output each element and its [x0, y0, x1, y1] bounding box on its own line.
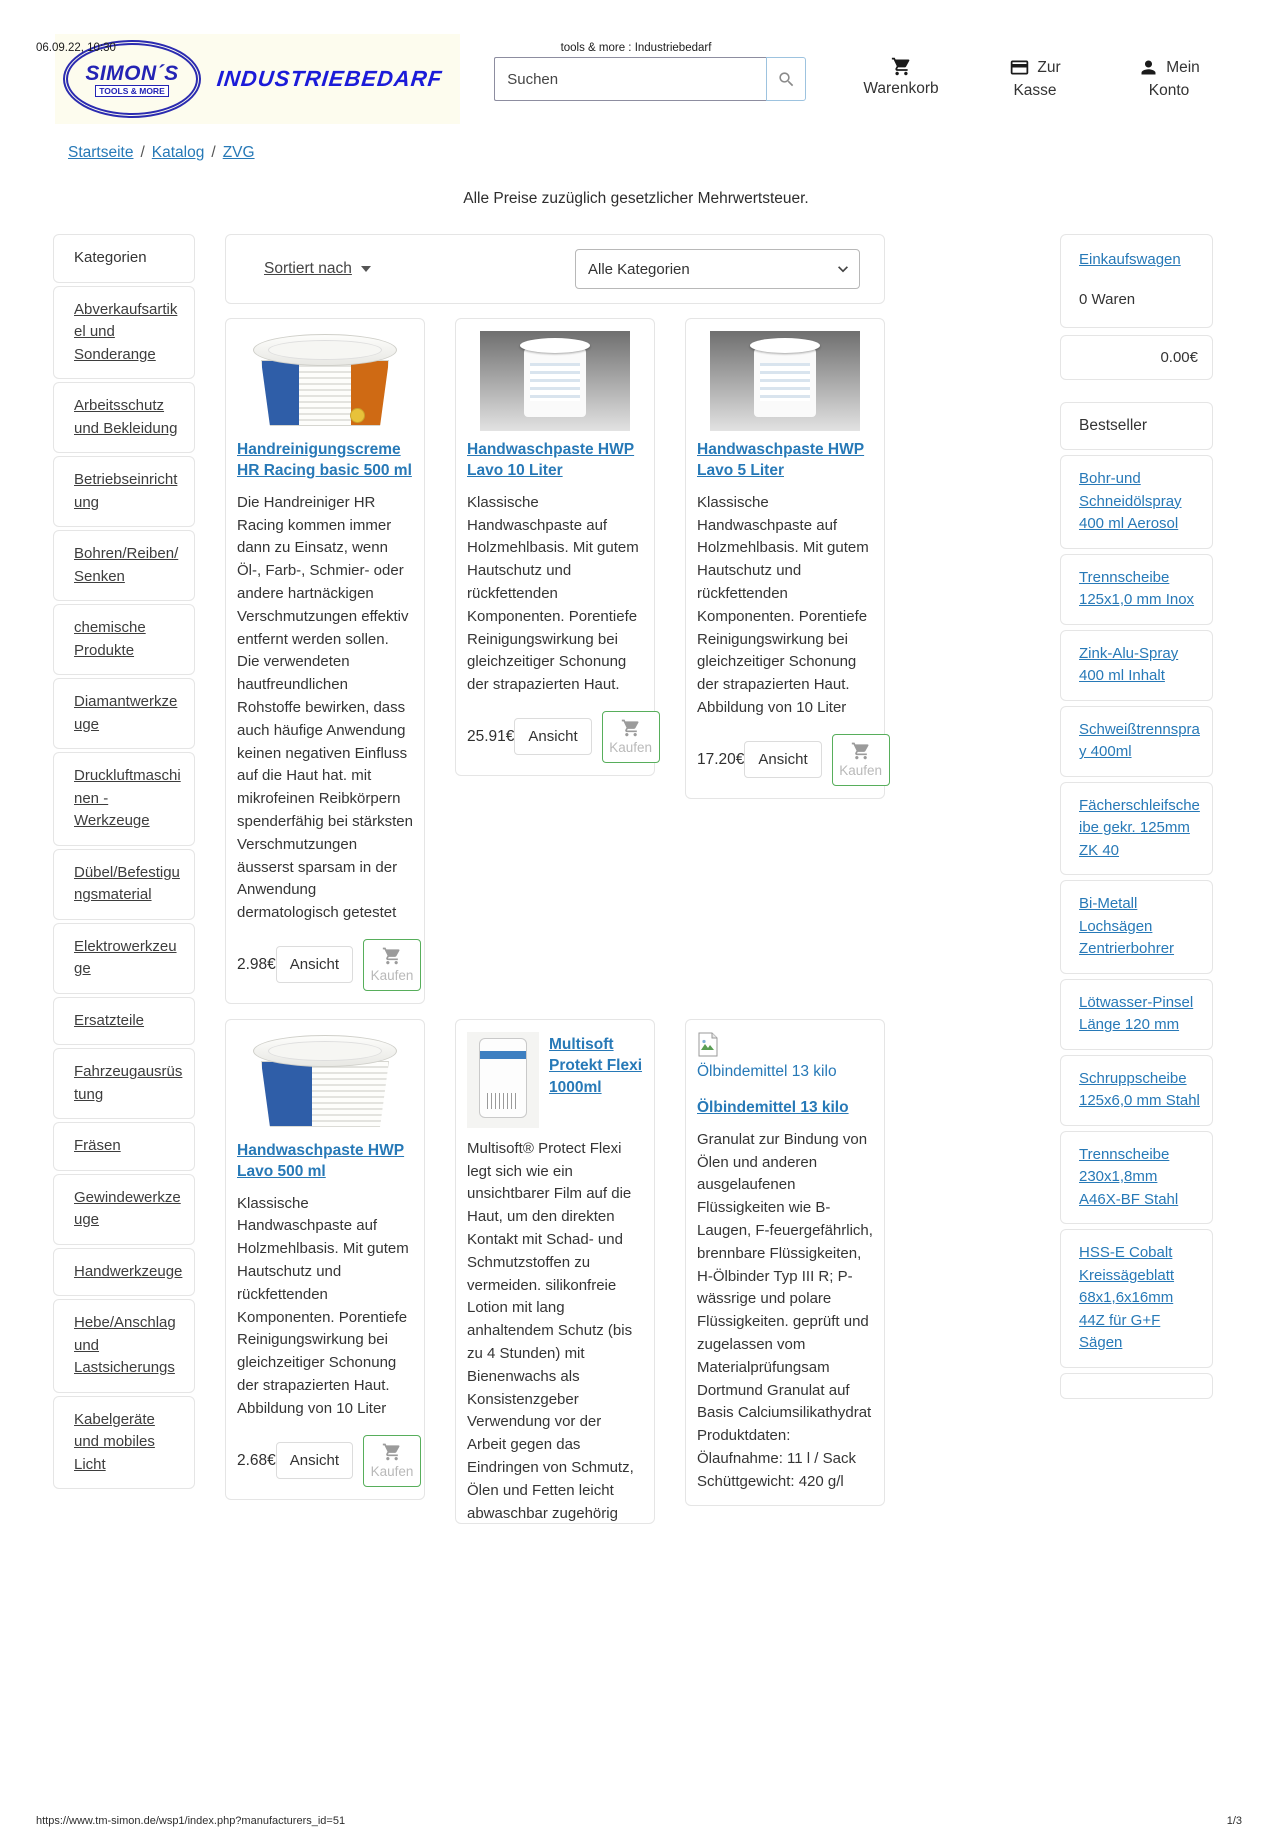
- bestseller-item: [1060, 782, 1213, 876]
- user-icon: [1138, 57, 1159, 78]
- view-button[interactable]: Ansicht: [276, 946, 353, 983]
- bestseller-item: [1060, 880, 1213, 974]
- product-image-alt-text: Ölbindemittel 13 kilo: [697, 1062, 837, 1080]
- product-image[interactable]: [467, 1032, 539, 1128]
- product-card: [685, 1019, 885, 1507]
- product-card: [455, 1019, 655, 1524]
- category-item: [53, 456, 195, 527]
- product-card: [225, 1019, 425, 1500]
- product-title-link[interactable]: Handwaschpaste HWP Lavo 10 Liter: [467, 441, 635, 480]
- bestseller-link[interactable]: Fächerschleifscheibe gekr. 125mm ZK 40: [1079, 796, 1200, 859]
- breadcrumb-zvg[interactable]: ZVG: [222, 144, 255, 161]
- nav-checkout[interactable]: [992, 56, 1078, 103]
- product-description: Klassische Handwaschpaste auf Holzmehlbasis. Mit gutem Hautschutz und rückfettenden Komponenten. Porentiefe Reinigungswirkung bei gleichzeitiger Schonung der strapazierten Haut.: [467, 493, 639, 694]
- tax-notice: Alle Preise zuzüglich gesetzlicher Mehrwertsteuer.: [463, 190, 809, 207]
- category-link[interactable]: Ersatzteile: [74, 1011, 145, 1029]
- bestseller-item: [1060, 1131, 1213, 1225]
- product-footer: [467, 711, 653, 763]
- category-item: [53, 1299, 195, 1393]
- category-filter-wrap: [575, 249, 860, 289]
- category-link[interactable]: Diamantwerkzeuge: [74, 693, 178, 733]
- category-item: [53, 752, 195, 846]
- caret-down-icon: [361, 266, 371, 272]
- cart-icon: [621, 718, 641, 738]
- bestseller-item: [1060, 455, 1213, 549]
- nav-account-label-top: Mein: [1166, 58, 1200, 76]
- bestseller-item: [1060, 706, 1213, 777]
- category-link[interactable]: Betriebseinrichtung: [74, 471, 178, 511]
- category-link[interactable]: Bohren/Reiben/Senken: [74, 545, 179, 585]
- sort-label: Sortiert nach: [264, 260, 352, 277]
- search-input[interactable]: [494, 57, 766, 101]
- logo-brand-text: INDUSTRIEBEDARF: [215, 66, 444, 91]
- category-link[interactable]: Handwerkzeuge: [74, 1262, 183, 1280]
- product-description: Granulat zur Bindung von Ölen und anderen ausgelaufenen Flüssigkeiten wie B-Laugen, F-feuergefährlich, brennbare Flüssigkeiten, H-Ölbinder Typ III R; P-wässrige und polare Flüssigkeiten. geprüft und zugelassen vom Materialprüfungsam Dortmund Granulat auf Basis Calciumsilikathydrat Produktdaten: Ölaufnahme: 11 l / Sack Schüttgewicht: 420 g/l: [697, 1130, 873, 1490]
- product-title-link[interactable]: Multisoft Protekt Flexi 1000ml: [549, 1035, 643, 1096]
- product-image[interactable]: [237, 331, 413, 431]
- bestseller-link[interactable]: Trennscheibe 230x1,8mm A46X-BF Stahl: [1079, 1145, 1179, 1208]
- cart-summary-box: [1060, 234, 1213, 328]
- sort-dropdown-toggle[interactable]: [264, 260, 371, 278]
- bestseller-item: [1060, 630, 1213, 701]
- empty-box: [1060, 1373, 1213, 1399]
- product-image-tub-gray: [480, 331, 630, 431]
- cart-total: 0.00€: [1060, 335, 1213, 380]
- buy-button-label: Kaufen: [609, 739, 653, 755]
- main-column: [225, 234, 885, 1524]
- buy-button-label: Kaufen: [839, 762, 883, 778]
- bestseller-link[interactable]: HSS-E Cobalt Kreissägeblatt 68x1,6x16mm 44Z für G+F Sägen: [1079, 1244, 1175, 1351]
- category-item: [53, 1396, 195, 1490]
- product-title-link[interactable]: Ölbindemittel 13 kilo: [697, 1099, 849, 1117]
- buy-button[interactable]: [363, 939, 421, 991]
- product-price: 2.98€: [237, 955, 276, 973]
- category-list: [53, 286, 195, 1490]
- product-image-broken[interactable]: [697, 1032, 873, 1083]
- category-item: [53, 1048, 195, 1119]
- category-item: [53, 382, 195, 453]
- nav-account[interactable]: [1126, 56, 1212, 103]
- cart-icon: [851, 741, 871, 761]
- category-link[interactable]: Gewindewerkzeuge: [74, 1188, 181, 1228]
- logo-name: SIMON´S: [85, 61, 179, 85]
- bestseller-link[interactable]: Schweißtrennspray 400ml: [1079, 720, 1200, 760]
- product-description: Klassische Handwaschpaste auf Holzmehlbasis. Mit gutem Hautschutz und rückfettenden Komponenten. Porentiefe Reinigungswirkung bei gleichzeitiger Schonung der strapazierten Haut. Abbildung von 10 Liter: [237, 1194, 409, 1417]
- category-link[interactable]: Arbeitsschutz und Bekleidung: [74, 397, 178, 437]
- bestseller-link[interactable]: Bohr-und Schneidölspray 400 ml Aerosol: [1079, 470, 1182, 532]
- product-image-bottle: [479, 1038, 527, 1118]
- broken-image-icon: [697, 1032, 719, 1058]
- breadcrumb-katalog[interactable]: Katalog: [151, 144, 205, 161]
- cart-item-count: 0 Waren: [1079, 290, 1136, 308]
- product-price: 25.91€: [467, 727, 515, 745]
- bestseller-item: [1060, 1229, 1213, 1368]
- category-item: [53, 604, 195, 675]
- product-grid: [225, 318, 885, 1524]
- product-image-tub: [249, 1035, 401, 1129]
- cart-link[interactable]: Einkaufswagen: [1079, 251, 1181, 268]
- category-link[interactable]: Elektrowerkzeuge: [74, 937, 177, 977]
- breadcrumb-startseite[interactable]: Startseite: [68, 144, 134, 161]
- product-price: 2.68€: [237, 1451, 276, 1469]
- print-source-url: https://www.tm-simon.de/wsp1/index.php?manufacturers_id=51: [36, 1815, 346, 1827]
- category-link[interactable]: Kabelgeräte und mobiles Licht: [74, 1410, 155, 1473]
- product-footer: [237, 1435, 413, 1487]
- bestseller-link[interactable]: Zink-Alu-Spray 400 ml Inhalt: [1079, 644, 1179, 684]
- print-timestamp: 06.09.22, 10:30: [36, 42, 116, 54]
- nav-checkout-label-top: Zur: [1037, 58, 1061, 76]
- product-footer: [697, 734, 883, 786]
- category-item: [53, 1122, 195, 1171]
- nav-account-label-bottom: Konto: [1148, 82, 1190, 99]
- category-link[interactable]: chemische Produkte: [74, 619, 146, 659]
- breadcrumb: [68, 144, 1272, 162]
- bestseller-link[interactable]: Lötwasser-Pinsel Länge 120 mm: [1079, 993, 1194, 1033]
- buy-button[interactable]: [363, 1435, 421, 1487]
- view-button[interactable]: Ansicht: [744, 741, 821, 778]
- view-button[interactable]: Ansicht: [514, 718, 591, 755]
- view-button[interactable]: Ansicht: [276, 1442, 353, 1479]
- bestseller-list: [1060, 455, 1213, 1368]
- product-card: [685, 318, 885, 799]
- bestseller-link[interactable]: Trennscheibe 125x1,0 mm Inox: [1079, 568, 1195, 608]
- nav-cart[interactable]: [858, 56, 944, 103]
- bestseller-title: Bestseller: [1060, 402, 1213, 450]
- product-image[interactable]: [237, 1032, 413, 1132]
- product-description: Die Handreiniger HR Racing kommen immer dann zu Einsatz, wenn Öl-, Farb-, Schmier- oder andere hartnäckigen Verschmutzungen effektiv entfernt werden sollen. Die verwendeten hautfreundlichen Rohstoffe bewirken, dass auch häufige Anwendung keinen negativen Einfluss auf die Haut hat. mit mikrofeinen Reibkörpern spenderfähig bei stärksten Verschmutzungen äusserst sparsam in der Anwendung dermatologisch getestet: [237, 493, 413, 922]
- print-page-indicator: 1/3: [1226, 1815, 1242, 1827]
- product-description: Multisoft® Protect Flexi legt sich wie ein unsichtbarer Film auf die Haut, um den direkten Kontakt mit Schad- und Schmutzstoffen zu vermeiden. silikonfreie Lotion mit lang anhaltendem Schutz (bis zu 4 Stunden) mit Bienenwachs als Konsistenzgeber Verwendung vor der Arbeit gegen das Eindringen von Schmutz, Ölen und Fetten leicht abwaschbar zugehörig: [467, 1139, 634, 1522]
- sort-toolbar: [225, 234, 885, 304]
- category-filter-select[interactable]: [575, 249, 860, 289]
- search-box: [494, 57, 806, 101]
- category-item: [53, 997, 195, 1046]
- category-item: [53, 849, 195, 920]
- product-image-tub: [249, 334, 401, 428]
- search-button[interactable]: [766, 57, 806, 101]
- product-card: [455, 318, 655, 776]
- bestseller-link[interactable]: Bi-Metall Lochsägen Zentrierbohrer: [1079, 895, 1175, 957]
- product-description: Klassische Handwaschpaste auf Holzmehlbasis. Mit gutem Hautschutz und rückfettenden Komponenten. Porentiefe Reinigungswirkung bei gleichzeitiger Schonung der strapazierten Haut. Abbildung von 10 Liter: [697, 493, 869, 716]
- bestseller-item: [1060, 554, 1213, 625]
- search-icon: [777, 70, 796, 89]
- category-item: [53, 286, 195, 380]
- product-title-link[interactable]: Handreinigungscreme HR Racing basic 500 ml: [237, 441, 412, 480]
- category-link[interactable]: Fräsen: [74, 1137, 121, 1154]
- product-image[interactable]: [697, 331, 873, 431]
- product-image-tub-gray: [710, 331, 860, 431]
- credit-card-icon: [1009, 57, 1030, 78]
- breadcrumb-separator: /: [140, 144, 145, 161]
- category-item: [53, 1248, 195, 1297]
- category-item: [53, 923, 195, 994]
- bestseller-item: [1060, 1055, 1213, 1126]
- buy-button[interactable]: [832, 734, 890, 786]
- breadcrumb-separator: /: [211, 144, 216, 161]
- buy-button-label: Kaufen: [370, 1463, 414, 1479]
- cart-bestseller-sidebar: [1060, 234, 1213, 1399]
- product-title-link[interactable]: Handwaschpaste HWP Lavo 5 Liter: [697, 441, 865, 480]
- category-link[interactable]: Hebe/Anschlag und Lastsicherungs: [74, 1314, 176, 1376]
- bestseller-item: [1060, 979, 1213, 1050]
- bestseller-link[interactable]: Schruppscheibe 125x6,0 mm Stahl: [1079, 1069, 1200, 1109]
- cart-icon: [382, 946, 402, 966]
- category-item: [53, 1174, 195, 1245]
- nav-checkout-label-bottom: Kasse: [1013, 82, 1057, 99]
- header-nav: [858, 56, 1212, 103]
- page-layout: [53, 234, 1272, 1524]
- category-link[interactable]: Dübel/Befestigungsmaterial: [74, 863, 180, 903]
- category-link[interactable]: Fahrzeugausrüstung: [74, 1063, 183, 1103]
- category-item: [53, 530, 195, 601]
- category-item: [53, 678, 195, 749]
- product-top: [467, 1032, 643, 1128]
- cart-icon: [891, 56, 912, 77]
- product-image[interactable]: [467, 331, 643, 431]
- category-link[interactable]: Druckluftmaschinen - Werkzeuge: [74, 767, 181, 829]
- category-link[interactable]: Abverkaufsartikel und Sonderange: [74, 300, 178, 363]
- product-footer: [237, 939, 413, 991]
- categories-title: Kategorien: [53, 234, 195, 283]
- buy-button-label: Kaufen: [370, 967, 414, 983]
- buy-button[interactable]: [602, 711, 660, 763]
- product-price: 17.20€: [697, 750, 745, 768]
- product-title-link[interactable]: Handwaschpaste HWP Lavo 500 ml: [237, 1141, 405, 1181]
- product-card: [225, 318, 425, 1004]
- category-sidebar: [53, 234, 195, 1492]
- logo-tagline: TOOLS & MORE: [95, 85, 169, 97]
- print-doc-title: tools & more : Industriebedarf: [560, 42, 712, 54]
- nav-cart-label: Warenkorb: [863, 79, 939, 97]
- cart-icon: [382, 1442, 402, 1462]
